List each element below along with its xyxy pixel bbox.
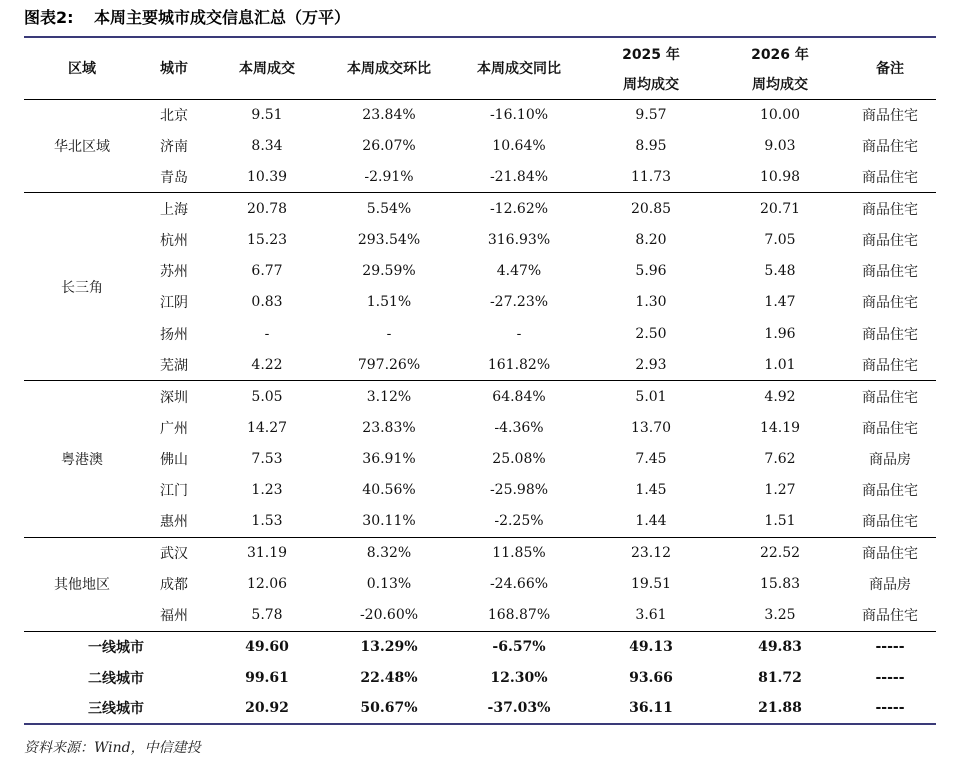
source-note: 资料来源：Wind，中信建投 bbox=[24, 740, 201, 756]
summary-avg2025-cell: 36.11 bbox=[586, 693, 716, 724]
weekly-cell: - bbox=[264, 325, 270, 342]
yoy-cell: 4.47% bbox=[496, 263, 542, 280]
wow-cell: 5.54% bbox=[326, 193, 452, 224]
avg2026-cell: 4.92 bbox=[716, 381, 844, 412]
city-cell: 扬州 bbox=[160, 326, 188, 343]
table-row bbox=[24, 349, 936, 380]
wow-cell: -20.60% bbox=[359, 607, 419, 624]
weekly-cell: 4.22 bbox=[251, 356, 283, 373]
header-region: 区域 bbox=[24, 37, 140, 99]
city-transaction-table bbox=[24, 36, 936, 725]
table-row bbox=[24, 443, 936, 474]
table-row bbox=[24, 287, 936, 318]
avg2026-cell: 14.19 bbox=[759, 419, 801, 436]
city-cell: 福州 bbox=[160, 608, 188, 625]
avg2025-cell: 5.96 bbox=[635, 263, 667, 280]
wow-cell: 23.83% bbox=[362, 419, 416, 436]
yoy-cell: - bbox=[516, 325, 522, 342]
wow-cell: -2.91% bbox=[364, 168, 414, 185]
note-cell: 商品住宅 bbox=[862, 326, 918, 343]
summary-wow-cell: 13.29% bbox=[326, 631, 452, 662]
avg2026-cell: 1.27 bbox=[764, 482, 796, 499]
avg2026-cell: 1.01 bbox=[764, 356, 796, 373]
note-cell: 商品房 bbox=[869, 577, 911, 594]
table-row bbox=[24, 224, 936, 255]
avg2026-cell: 3.25 bbox=[764, 607, 796, 624]
summary-note-cell: ----- bbox=[844, 631, 936, 662]
avg2025-cell: 5.01 bbox=[586, 381, 716, 412]
table-row bbox=[24, 600, 936, 631]
city-cell: 武汉 bbox=[140, 537, 208, 568]
city-cell: 江阴 bbox=[160, 295, 188, 312]
city-cell: 广州 bbox=[160, 420, 188, 437]
summary-avg2026-cell: 81.72 bbox=[758, 669, 802, 686]
summary-row bbox=[24, 693, 936, 724]
note-cell: 商品住宅 bbox=[862, 232, 918, 249]
note-cell: 商品房 bbox=[869, 451, 911, 468]
weekly-cell: 12.06 bbox=[246, 576, 288, 593]
table-row bbox=[24, 412, 936, 443]
yoy-cell: -16.10% bbox=[489, 106, 549, 123]
summary-note-cell: ----- bbox=[875, 669, 905, 686]
note-cell: 商品住宅 bbox=[862, 420, 918, 437]
city-cell: 芜湖 bbox=[160, 357, 188, 374]
summary-weekly-cell: 99.61 bbox=[245, 669, 289, 686]
summary-wow-cell: 22.48% bbox=[360, 669, 418, 686]
city-cell: 济南 bbox=[160, 138, 188, 155]
table-header bbox=[24, 37, 936, 99]
wow-cell: 26.07% bbox=[362, 137, 416, 154]
header-2025-avg: 周均成交 bbox=[586, 69, 716, 99]
avg2025-cell: 9.57 bbox=[635, 106, 667, 123]
weekly-cell: 8.34 bbox=[251, 137, 283, 154]
summary-avg2026-cell: 49.83 bbox=[716, 631, 844, 662]
yoy-cell: 64.84% bbox=[452, 381, 586, 412]
summary-weekly-cell: 20.92 bbox=[208, 693, 326, 724]
avg2025-cell: 23.12 bbox=[586, 537, 716, 568]
header-note: 备注 bbox=[844, 37, 936, 99]
weekly-cell: 0.83 bbox=[251, 294, 283, 311]
city-cell: 惠州 bbox=[160, 514, 188, 531]
figure-title bbox=[24, 6, 350, 30]
note-cell: 商品住宅 bbox=[862, 357, 918, 374]
wow-cell: 797.26% bbox=[357, 356, 421, 373]
wow-cell: 40.56% bbox=[362, 482, 416, 499]
yoy-cell: -27.23% bbox=[489, 294, 549, 311]
avg2025-cell: 11.73 bbox=[630, 168, 672, 185]
note-cell: 商品住宅 bbox=[862, 608, 918, 625]
wow-cell: 8.32% bbox=[326, 537, 452, 568]
weekly-cell: 14.27 bbox=[246, 419, 288, 436]
weekly-cell: 5.05 bbox=[208, 381, 326, 412]
city-cell: 佛山 bbox=[160, 451, 188, 468]
table-row bbox=[24, 506, 936, 537]
wow-cell: 23.84% bbox=[362, 106, 416, 123]
avg2025-cell: 3.61 bbox=[635, 607, 667, 624]
avg2025-cell: 8.95 bbox=[635, 137, 667, 154]
tier-cell: 三线城市 bbox=[24, 693, 208, 724]
region-cell: 长三角 bbox=[24, 193, 140, 381]
header-2025-year: 2025 年 bbox=[586, 37, 716, 69]
note-cell: 商品住宅 bbox=[862, 295, 918, 312]
yoy-cell: -12.62% bbox=[452, 193, 586, 224]
tier-cell: 二线城市 bbox=[88, 670, 144, 687]
header-yoy: 本周成交同比 bbox=[452, 37, 586, 99]
region-cell: 其他地区 bbox=[24, 537, 140, 631]
city-cell: 北京 bbox=[160, 107, 188, 124]
wow-cell: 36.91% bbox=[362, 450, 416, 467]
header-2026-year: 2026 年 bbox=[716, 37, 844, 69]
avg2025-cell: 7.45 bbox=[635, 450, 667, 467]
weekly-cell: 1.23 bbox=[251, 482, 283, 499]
wow-cell: 293.54% bbox=[357, 231, 421, 248]
avg2026-cell: 9.03 bbox=[764, 137, 796, 154]
header-wow: 本周成交环比 bbox=[326, 37, 452, 99]
summary-weekly-cell: 49.60 bbox=[208, 631, 326, 662]
wow-cell: - bbox=[386, 325, 392, 342]
avg2025-cell: 8.20 bbox=[635, 231, 667, 248]
note-cell: 商品住宅 bbox=[862, 138, 918, 155]
wow-cell: 3.12% bbox=[326, 381, 452, 412]
yoy-cell: -4.36% bbox=[494, 419, 544, 436]
city-cell: 上海 bbox=[140, 193, 208, 224]
weekly-cell: 5.78 bbox=[251, 607, 283, 624]
yoy-cell: 168.87% bbox=[487, 607, 551, 624]
avg2026-cell: 15.83 bbox=[759, 576, 801, 593]
note-cell: 商品住宅 bbox=[844, 193, 936, 224]
table-row bbox=[24, 475, 936, 506]
avg2025-cell: 1.45 bbox=[635, 482, 667, 499]
tier-cell: 一线城市 bbox=[24, 631, 208, 662]
yoy-cell: -24.66% bbox=[489, 576, 549, 593]
yoy-cell: -21.84% bbox=[489, 168, 549, 185]
weekly-cell: 1.53 bbox=[251, 513, 283, 530]
wow-cell: 0.13% bbox=[366, 576, 412, 593]
yoy-cell: 10.64% bbox=[492, 137, 546, 154]
city-cell: 江门 bbox=[160, 483, 188, 500]
table-body bbox=[24, 99, 936, 631]
avg2026-cell: 7.05 bbox=[764, 231, 796, 248]
header-city: 城市 bbox=[140, 37, 208, 99]
summary-yoy-cell: -6.57% bbox=[452, 631, 586, 662]
weekly-cell: 10.39 bbox=[246, 168, 288, 185]
avg2026-cell: 10.00 bbox=[759, 106, 801, 123]
note-cell: 商品住宅 bbox=[844, 537, 936, 568]
avg2025-cell: 19.51 bbox=[630, 576, 672, 593]
table-row bbox=[24, 193, 936, 224]
yoy-cell: 25.08% bbox=[492, 450, 546, 467]
yoy-cell: 161.82% bbox=[487, 356, 551, 373]
city-cell: 成都 bbox=[160, 577, 188, 594]
avg2025-cell: 1.30 bbox=[635, 294, 667, 311]
avg2025-cell: 13.70 bbox=[630, 419, 672, 436]
note-cell: 商品住宅 bbox=[844, 381, 936, 412]
avg2026-cell: 7.62 bbox=[764, 450, 796, 467]
avg2026-cell: 1.96 bbox=[764, 325, 796, 342]
summary-avg2026-cell: 21.88 bbox=[716, 693, 844, 724]
note-cell: 商品住宅 bbox=[862, 514, 918, 531]
table-row bbox=[24, 537, 936, 568]
header-weekly: 本周成交 bbox=[208, 37, 326, 99]
table-row bbox=[24, 162, 936, 193]
weekly-cell: 15.23 bbox=[246, 231, 288, 248]
city-cell: 青岛 bbox=[160, 169, 188, 186]
table-row bbox=[24, 381, 936, 412]
summary-wow-cell: 50.67% bbox=[326, 693, 452, 724]
header-2026-avg: 周均成交 bbox=[716, 69, 844, 99]
summary-row bbox=[24, 662, 936, 693]
note-cell: 商品住宅 bbox=[862, 107, 918, 124]
avg2026-cell: 1.47 bbox=[764, 294, 796, 311]
avg2025-cell: 20.85 bbox=[586, 193, 716, 224]
avg2025-cell: 1.44 bbox=[635, 513, 667, 530]
region-cell: 粤港澳 bbox=[24, 381, 140, 537]
table-row bbox=[24, 318, 936, 349]
summary-note-cell: ----- bbox=[844, 693, 936, 724]
avg2026-cell: 5.48 bbox=[764, 263, 796, 280]
wow-cell: 1.51% bbox=[366, 294, 412, 311]
avg2026-cell: 20.71 bbox=[716, 193, 844, 224]
region-cell: 华北区域 bbox=[54, 138, 110, 155]
note-cell: 商品住宅 bbox=[862, 264, 918, 281]
table-row bbox=[24, 130, 936, 161]
figure-number: 图表2: bbox=[24, 8, 74, 27]
avg2026-cell: 1.51 bbox=[764, 513, 796, 530]
wow-cell: 29.59% bbox=[362, 263, 416, 280]
summary-row bbox=[24, 631, 936, 662]
avg2026-cell: 10.98 bbox=[759, 168, 801, 185]
summary-yoy-cell: -37.03% bbox=[452, 693, 586, 724]
summary-body bbox=[24, 631, 936, 724]
weekly-cell: 7.53 bbox=[251, 450, 283, 467]
note-cell: 商品住宅 bbox=[862, 169, 918, 186]
figure-title-text: 本周主要城市成交信息汇总（万平） bbox=[94, 8, 351, 27]
summary-avg2025-cell: 93.66 bbox=[629, 669, 673, 686]
avg2025-cell: 2.50 bbox=[635, 325, 667, 342]
table-container bbox=[24, 36, 936, 725]
city-cell: 杭州 bbox=[160, 232, 188, 249]
yoy-cell: -25.98% bbox=[489, 482, 549, 499]
note-cell: 商品住宅 bbox=[862, 483, 918, 500]
summary-yoy-cell: 12.30% bbox=[490, 669, 548, 686]
yoy-cell: -2.25% bbox=[494, 513, 544, 530]
table-row bbox=[24, 568, 936, 599]
weekly-cell: 31.19 bbox=[208, 537, 326, 568]
yoy-cell: 11.85% bbox=[452, 537, 586, 568]
city-cell: 深圳 bbox=[140, 381, 208, 412]
weekly-cell: 9.51 bbox=[251, 106, 283, 123]
yoy-cell: 316.93% bbox=[487, 231, 551, 248]
summary-avg2025-cell: 49.13 bbox=[586, 631, 716, 662]
table-row bbox=[24, 99, 936, 130]
avg2026-cell: 22.52 bbox=[716, 537, 844, 568]
wow-cell: 30.11% bbox=[362, 513, 416, 530]
weekly-cell: 20.78 bbox=[208, 193, 326, 224]
weekly-cell: 6.77 bbox=[251, 263, 283, 280]
table-row bbox=[24, 255, 936, 286]
city-cell: 苏州 bbox=[160, 264, 188, 281]
avg2025-cell: 2.93 bbox=[635, 356, 667, 373]
